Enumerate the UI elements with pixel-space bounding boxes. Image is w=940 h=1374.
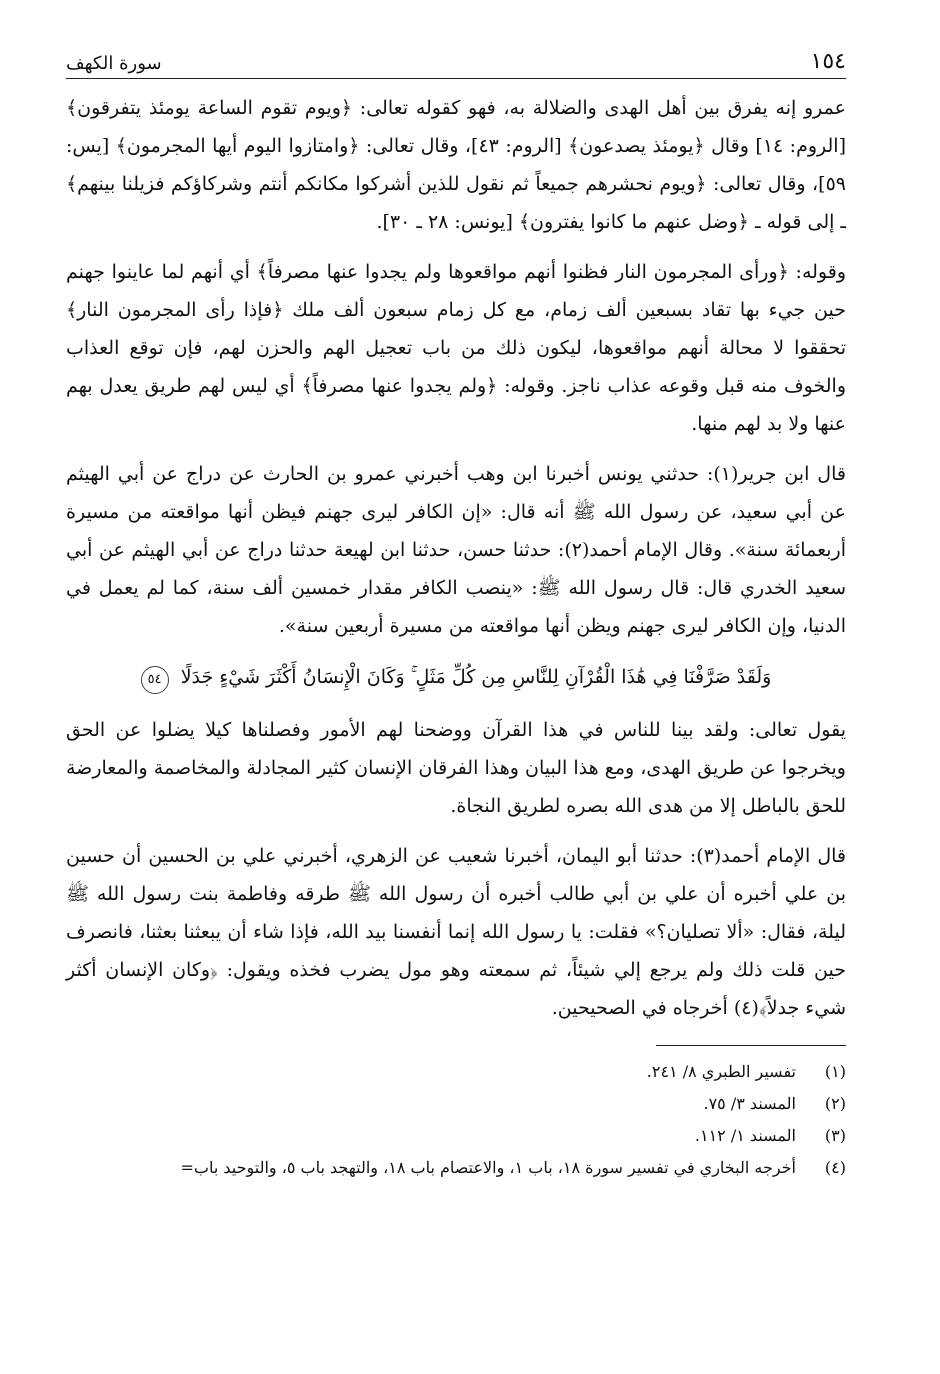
quran-verse [66, 657, 846, 697]
paragraph-5: قال الإمام أحمد(٣): حدثنا أبو اليمان، أخبرنا شعيب عن الزهري، أخبرني علي بن الحسين أن حسين بن علي أخبره أن علي بن أبي طالب أخبره أن رسول الله ﷺ طرقه وفاطمة بنت رسول الله ﷺ ليلة، فقال: «ألا تصليان؟» فقلت: يا رسول الله إنما أنفسنا بيد الله، فإذا شاء أن يبعثنا بعثنا، فانصرف حين قلت ذلك ولم يرجع إلي شيئاً، ثم سمعته وهو مول يضرب فخذه ويقول: ﴿وكان الإنسان أكثر شيء جدلاً﴾(٤) أخرجاه في الصحيحين. [66, 845, 847, 1019]
footnote-text: المسند ١/ ١١٢. [694, 1126, 796, 1145]
footnote-number: (٤) [824, 1158, 846, 1177]
paragraph-4: يقول تعالى: ولقد بينا للناس في هذا القرآن ووضحنا لهم الأمور وفصلناها كيلا يضلوا عن الحق ويخرجوا عن طريق الهدى، ومع هذا البيان وهذا الفرقان الإنسان كثير المجادلة والمخاصمة والمعارضة للحق بالباطل إلا من هدى الله بصره لطريق النجاة. [66, 719, 846, 817]
paragraph-1: عمرو إنه يفرق بين أهل الهدى والضلالة به، فهو كقوله تعالى: ﴿ويوم تقوم الساعة يومئذ يتفرقون﴾ [الروم: ١٤] وقال ﴿يومئذ يصدعون﴾ [الروم: ٤٣]، وقال تعالى: ﴿وامتازوا اليوم أيها المجرمون﴾ [يس: ٥٩]، وقال تعالى: ﴿ويوم نحشرهم جميعاً ثم نقول للذين أشركوا مكانكم أنتم وشركاؤكم فزيلنا بينهم﴾ ـ إلى قوله ـ ﴿وضل عنهم ما كانوا يفترون﴾ [يونس: ٢٨ ـ ٣٠]. [66, 97, 846, 233]
verse-text: وَلَقَدْ صَرَّفْنَا فِي هَٰذَا الْقُرْآنِ لِلنَّاسِ مِن كُلِّ مَثَلٍ ۚ وَكَانَ الْإِنسَانُ أَكْثَرَ شَيْءٍ جَدَلًا [180, 666, 772, 688]
paragraph-2: وقوله: ﴿ورأى المجرمون النار فظنوا أنهم مواقعوها ولم يجدوا عنها مصرفاً﴾ أي أنهم لما عاينوا جهنم حين جيء بها تقاد بسبعين ألف زمام، مع كل زمام سبعون ألف ملك ﴿فإذا رأى المجرمون النار﴾ تحققوا لا محالة أنهم مواقعوها، ليكون ذلك من باب تعجيل الهم والحزن لهم، فإن توقع العذاب والخوف منه قبل وقوعه عذاب ناجز. وقوله: ﴿ولم يجدوا عنها مصرفاً﴾ أي ليس لهم طريق يعدل بهم عنها ولا بد لهم منها. [66, 261, 846, 435]
header-rule [66, 78, 846, 79]
footnote-number: (١) [824, 1062, 846, 1081]
paragraph-3: قال ابن جرير(١): حدثني يونس أخبرنا ابن وهب أخبرني عمرو بن الحارث عن دراج عن أبي الهيثم عن أبي سعيد، عن رسول الله ﷺ أنه قال: «إن الكافر ليرى جهنم فيظن أنها مواقعته من مسيرة أربعمائة سنة». وقال الإمام أحمد(٢): حدثنا حسن، حدثنا ابن لهيعة حدثنا دراج عن أبي الهيثم عن أبي سعيد الخدري قال: قال رسول الله ﷺ: «ينصب الكافر مقدار خمسين ألف سنة، كما لم يعمل في الدنيا، وإن الكافر ليرى جهنم ويظن أنها مواقعته من مسيرة أربعين سنة». [66, 463, 846, 637]
footnote-4 [66, 1152, 846, 1184]
ayah-number: ٥٤ [141, 666, 169, 694]
footnote-number: (٢) [824, 1094, 846, 1113]
page-number: ١٥٤ [810, 49, 846, 74]
book-page [66, 38, 846, 1184]
footnote-text: تفسير الطبري ٨/ ٢٤١. [646, 1062, 796, 1081]
surah-name: سورة الكهف [66, 53, 162, 74]
footnote-number: (٣) [824, 1126, 846, 1145]
footnote-text: أخرجه البخاري في تفسير سورة ١٨، باب ١، والاعتصام باب ١٨، والتهجد باب ٥، والتوحيد باب= [180, 1158, 796, 1177]
footnote-text: المسند ٣/ ٧٥. [703, 1094, 796, 1113]
footnote-2 [66, 1088, 846, 1120]
footnote-1 [66, 1056, 846, 1088]
footnote-3 [66, 1120, 846, 1152]
page-header [66, 38, 846, 74]
footnote-rule [656, 1045, 846, 1046]
